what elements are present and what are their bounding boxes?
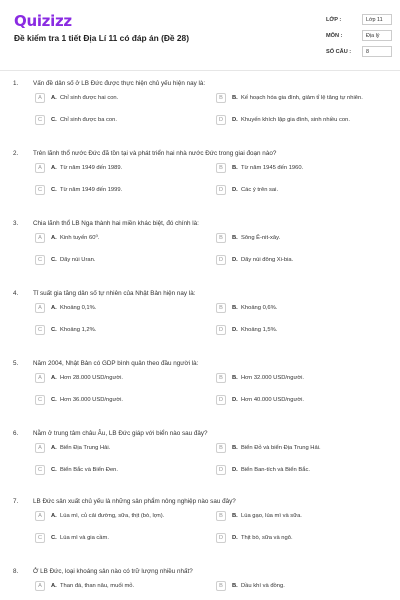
option-checkbox[interactable]: B (216, 511, 226, 521)
question-number: 3. (13, 220, 19, 227)
option-text: Chỉ sinh được ba con. (60, 117, 117, 123)
option-text: Hơn 36.000 USD/người. (60, 397, 124, 403)
option-a[interactable] (35, 511, 211, 523)
option-text: Từ năm 1949 đến 1999. (60, 187, 123, 193)
option-text: Chỉ sinh được hai con. (60, 95, 119, 101)
option-letter: B. (232, 305, 238, 311)
option-text: Biển Đỏ và biển Địa Trung Hải. (241, 445, 321, 451)
option-d[interactable] (216, 465, 392, 477)
option-b[interactable] (216, 233, 392, 245)
worksheet-header (0, 0, 400, 68)
option-letter: D. (232, 257, 238, 263)
option-letter: D. (232, 397, 238, 403)
option-text: Kế hoạch hóa gia đình, giảm tỉ lệ tăng tự nhiên. (241, 95, 363, 101)
option-letter: B. (232, 445, 238, 451)
question-text: Chia lãnh thổ LB Nga thành hai miền khác biệt, đó chính là: (33, 220, 199, 227)
question-6 (0, 430, 400, 500)
option-letter: C. (51, 257, 57, 263)
option-checkbox[interactable]: D (216, 255, 226, 265)
option-letter: C. (51, 535, 57, 541)
option-text: Dầu khí và đồng. (241, 583, 285, 589)
header-divider (0, 70, 400, 71)
option-letter: D. (232, 187, 238, 193)
option-letter: B. (232, 513, 238, 519)
option-text: Khuyến khích lập gia đình, sinh nhiều con. (241, 117, 350, 123)
option-letter: C. (51, 117, 57, 123)
option-letter: A. (51, 375, 57, 381)
option-letter: D. (232, 327, 238, 333)
option-d[interactable] (216, 185, 392, 197)
option-letter: A. (51, 513, 57, 519)
option-checkbox[interactable]: D (216, 115, 226, 125)
option-checkbox[interactable]: A (35, 163, 45, 173)
option-b[interactable] (216, 163, 392, 175)
option-checkbox[interactable]: C (35, 395, 45, 405)
meta-value: Địa lý (362, 30, 392, 41)
option-letter: A. (51, 445, 57, 451)
option-d[interactable] (216, 325, 392, 337)
option-letter: A. (51, 235, 57, 241)
option-checkbox[interactable]: D (216, 325, 226, 335)
question-text: Trên lãnh thổ nước Đức đã tồn tại và phát triển hai nhà nước Đức trong giai đoạn nào? (33, 150, 277, 157)
option-text: Khoảng 1,5%. (241, 327, 278, 333)
option-letter: B. (232, 235, 238, 241)
option-c[interactable] (35, 533, 211, 545)
option-a[interactable] (35, 373, 211, 385)
meta-value: Lớp 11 (362, 14, 392, 25)
meta-class (326, 14, 390, 30)
option-a[interactable] (35, 303, 211, 315)
question-number: 5. (13, 360, 19, 367)
option-text: Khoảng 1,2%. (60, 327, 97, 333)
option-letter: D. (232, 117, 238, 123)
option-checkbox[interactable]: A (35, 511, 45, 521)
option-a[interactable] (35, 93, 211, 105)
option-d[interactable] (216, 533, 392, 545)
option-checkbox[interactable]: C (35, 255, 45, 265)
option-checkbox[interactable]: A (35, 303, 45, 313)
option-d[interactable] (216, 395, 392, 407)
option-text: Lúa mì và gia cầm. (60, 535, 109, 541)
option-checkbox[interactable]: B (216, 443, 226, 453)
option-text: Dãy núi đông Xi-bia. (241, 257, 294, 263)
question-text: Ở LB Đức, loại khoáng sản nào có trữ lượng nhiều nhất? (33, 568, 193, 575)
option-c[interactable] (35, 255, 211, 267)
option-c[interactable] (35, 465, 211, 477)
question-number: 7. (13, 498, 19, 505)
option-checkbox[interactable]: C (35, 185, 45, 195)
option-checkbox[interactable]: A (35, 373, 45, 383)
option-text: Hơn 28.000 USD/người. (60, 375, 124, 381)
option-text: Hơn 32.000 USD/người. (241, 375, 305, 381)
option-text: Sông Ê-nit-xây. (241, 235, 281, 241)
option-checkbox[interactable]: B (216, 303, 226, 313)
option-c[interactable] (35, 185, 211, 197)
question-2 (0, 150, 400, 220)
question-text: Năm 2004, Nhật Bản có GDP bình quân theo đầu người là: (33, 360, 199, 367)
question-number: 1. (13, 80, 19, 87)
meta-label: SỐ CÂU : (326, 49, 352, 55)
meta-label: LỚP : (326, 17, 342, 23)
option-checkbox[interactable]: C (35, 325, 45, 335)
question-text: LB Đức sản xuất chủ yếu là những sản phẩm nông nghiệp nào sau đây? (33, 498, 236, 505)
question-number: 4. (13, 290, 19, 297)
meta-question-count (326, 46, 390, 62)
option-letter: C. (51, 327, 57, 333)
option-letter: B. (232, 95, 238, 101)
option-checkbox[interactable]: C (35, 533, 45, 543)
option-checkbox[interactable]: B (216, 233, 226, 243)
option-a[interactable] (35, 581, 211, 593)
option-checkbox[interactable]: A (35, 581, 45, 591)
meta-label: MÔN : (326, 33, 343, 39)
option-c[interactable] (35, 115, 211, 127)
option-checkbox[interactable]: C (35, 115, 45, 125)
option-b[interactable] (216, 511, 392, 523)
option-letter: B. (232, 583, 238, 589)
option-text: Khoảng 0,6%. (241, 305, 278, 311)
option-text: Biển Địa Trung Hải. (60, 445, 111, 451)
option-a[interactable] (35, 163, 211, 175)
option-text: Từ năm 1949 đến 1989. (60, 165, 123, 171)
option-text: Biển Ban-tích và Biển Bắc. (241, 467, 310, 473)
option-checkbox[interactable]: B (216, 373, 226, 383)
question-text: Vấn đề dân số ở LB Đức được thực hiện chủ yếu hiện nay là: (33, 80, 206, 87)
option-letter: D. (232, 535, 238, 541)
question-text: Tỉ suất gia tăng dân số tự nhiên của Nhật Bản hiện nay là: (33, 290, 196, 297)
option-b[interactable] (216, 93, 392, 105)
option-letter: C. (51, 187, 57, 193)
question-4 (0, 290, 400, 360)
question-number: 2. (13, 150, 19, 157)
option-text: Than đá, than nâu, muối mỏ. (60, 583, 135, 589)
meta-subject (326, 30, 390, 46)
option-text: Khoảng 0,1%. (60, 305, 97, 311)
question-text: Nằm ở trung tâm châu Âu, LB Đức giáp với biển nào sau đây? (33, 430, 208, 437)
option-checkbox[interactable]: D (216, 185, 226, 195)
option-checkbox[interactable]: B (216, 163, 226, 173)
option-letter: A. (51, 165, 57, 171)
option-checkbox[interactable]: D (216, 465, 226, 475)
option-checkbox[interactable]: C (35, 465, 45, 475)
option-letter: C. (51, 397, 57, 403)
page-title: Đề kiểm tra 1 tiết Địa Lí 11 có đáp án (Đề 28) (14, 33, 190, 43)
option-checkbox[interactable]: A (35, 443, 45, 453)
option-letter: A. (51, 583, 57, 589)
quizizz-logo: Quizizz (14, 12, 72, 30)
option-b[interactable] (216, 581, 392, 593)
option-checkbox[interactable]: B (216, 581, 226, 591)
question-7 (0, 498, 400, 568)
meta-value: 8 (362, 46, 392, 57)
option-checkbox[interactable]: D (216, 395, 226, 405)
option-checkbox[interactable]: A (35, 233, 45, 243)
option-checkbox[interactable]: B (216, 93, 226, 103)
option-d[interactable] (216, 255, 392, 267)
option-letter: D. (232, 467, 238, 473)
option-text: Biển Bắc và Biển Đen. (60, 467, 119, 473)
option-text: Kinh tuyến 60⁰. (60, 235, 100, 241)
option-letter: B. (232, 165, 238, 171)
option-text: Hơn 40.000 USD/người. (241, 397, 305, 403)
option-text: Các ý trên sai. (241, 187, 279, 193)
option-b[interactable] (216, 303, 392, 315)
option-letter: B. (232, 375, 238, 381)
question-number: 8. (13, 568, 19, 575)
option-letter: A. (51, 95, 57, 101)
question-5 (0, 360, 400, 430)
option-b[interactable] (216, 373, 392, 385)
option-text: Thịt bò, sữa và ngô. (241, 535, 293, 541)
option-a[interactable] (35, 233, 211, 245)
option-d[interactable] (216, 115, 392, 127)
option-c[interactable] (35, 325, 211, 337)
option-a[interactable] (35, 443, 211, 455)
question-number: 6. (13, 430, 19, 437)
option-text: Lúa mì, củ cải đường, sữa, thịt (bò, lợn). (60, 513, 165, 519)
question-8 (0, 568, 400, 600)
option-text: Từ năm 1945 đến 1960. (241, 165, 304, 171)
option-letter: A. (51, 305, 57, 311)
question-3 (0, 220, 400, 290)
option-c[interactable] (35, 395, 211, 407)
option-checkbox[interactable]: A (35, 93, 45, 103)
question-1 (0, 80, 400, 150)
option-text: Lúa gạo, lúa mì và sữa. (241, 513, 302, 519)
option-letter: C. (51, 467, 57, 473)
option-text: Dãy núi Uran. (60, 257, 96, 263)
option-b[interactable] (216, 443, 392, 455)
option-checkbox[interactable]: D (216, 533, 226, 543)
